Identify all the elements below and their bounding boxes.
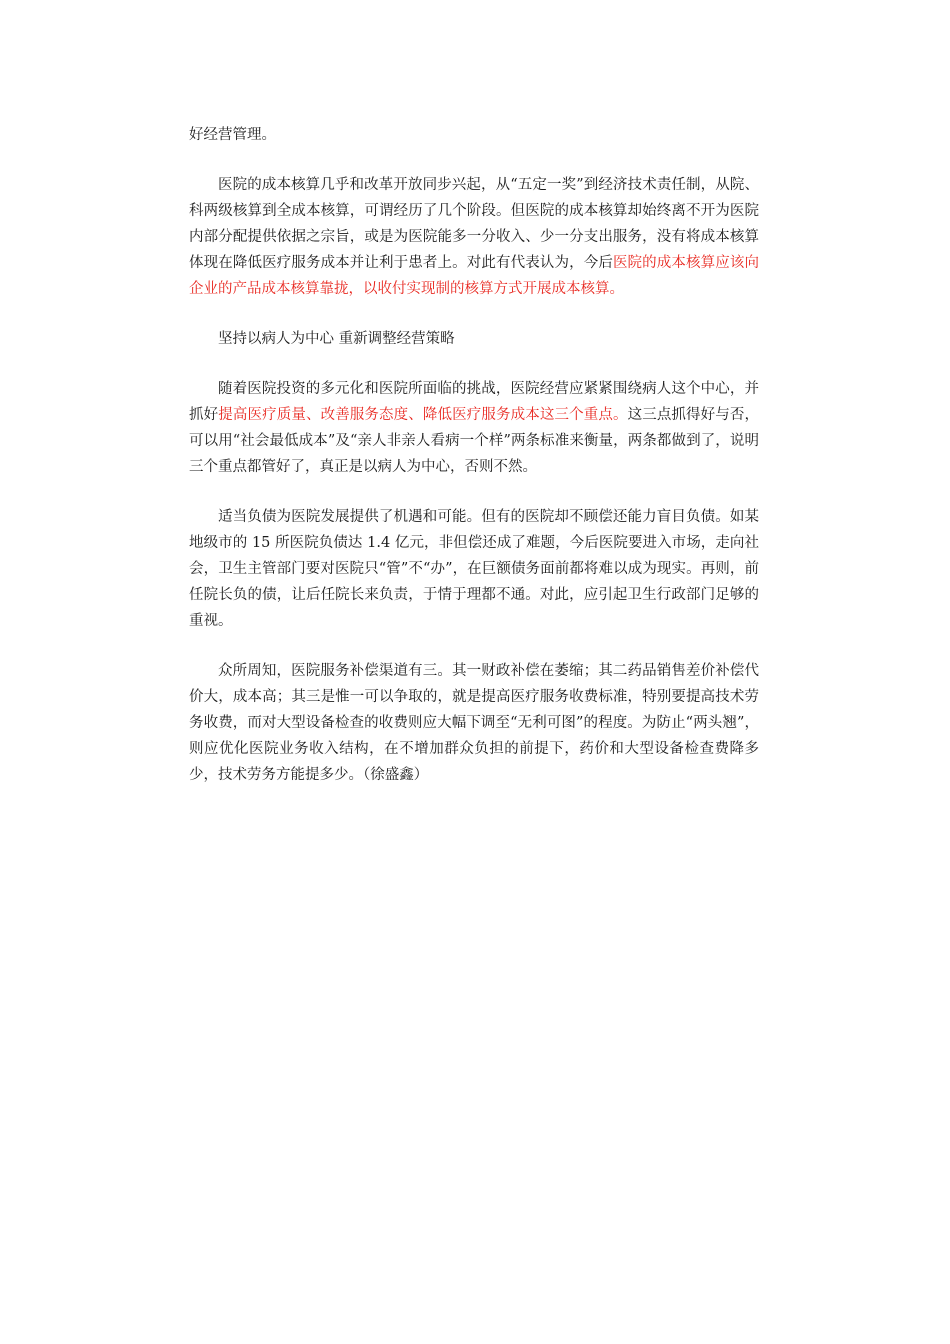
paragraph-text: 好经营管理。 bbox=[189, 127, 276, 143]
paragraph-gap bbox=[189, 352, 759, 376]
paragraph-text: 众所周知，医院服务补偿渠道有三。其一财政补偿在萎缩；其二药品销售差价补偿代价大，成本高；其三是惟一可以争取的，就是提高医疗服务收费标准，特别要提高技术劳务收费，而对大型设备检查的收费则应大幅下调至“无利可图”的程度。为防止“两头翘”，则应优化医院业务收入结构，在不增加群众负担的前提下，药价和大型设备检查费降多少，技术劳务方能提多少。（徐盛鑫） bbox=[189, 663, 759, 783]
heading-text: 坚持以病人为中心 重新调整经营策略 bbox=[218, 331, 455, 347]
paragraph-gap bbox=[189, 480, 759, 504]
paragraph-compensation bbox=[189, 658, 759, 788]
paragraph-text: 适当负债为医院发展提供了机遇和可能。但有的医院却不顾偿还能力盲目负债。如某地级市的 15 所医院负债达 1.4 亿元，非但偿还成了难题，今后医院要进入市场，走向社会，卫生主管部门要对医院只“管”不“办”，在巨额债务面前都将难以成为现实。再则，前任院长负的债，让后任院长来负责，于情于理都不通。对此，应引起卫生行政部门足够的重视。 bbox=[189, 509, 759, 629]
paragraph-cost-accounting bbox=[189, 172, 759, 302]
document-page bbox=[189, 122, 759, 788]
paragraph-text: 医院的成本核算几乎和改革开放同步兴起，从“五定一奖”到经济技术责任制，从院、科两级核算到全成本核算，可谓经历了几个阶段。但医院的成本核算却始终离不开为医院内部分配提供依据之宗旨，或是为医院能多一分收入、少一分支出服务，没有将成本核算体现在降低医疗服务成本并让利于患者上。对此有代表认为，今后 bbox=[189, 177, 759, 271]
paragraph-debt bbox=[189, 504, 759, 634]
section-heading bbox=[189, 326, 759, 352]
paragraph-gap bbox=[189, 302, 759, 326]
paragraph-continuation bbox=[189, 122, 759, 148]
highlighted-text: 提高医疗质量、改善服务态度、降低医疗服务成本这三个重点。 bbox=[218, 407, 628, 423]
paragraph-gap bbox=[189, 634, 759, 658]
paragraph-text: 随着医院投资的多元化和医院所面临的挑战，医院经营应紧紧围绕病人这个中心，并抓好 bbox=[189, 381, 759, 423]
paragraph-patient-centered bbox=[189, 376, 759, 480]
paragraph-text: 这三点抓得好与否，可以用“社会最低成本”及“亲人非亲人看病一个样”两条标准来衡量，两条都做到了，说明三个重点都管好了，真正是以病人为中心，否则不然。 bbox=[189, 407, 760, 475]
paragraph-gap bbox=[189, 148, 759, 172]
highlighted-text: 医院的成本核算应该向企业的产品成本核算靠拢，以收付实现制的核算方式开展成本核算。 bbox=[189, 255, 760, 297]
